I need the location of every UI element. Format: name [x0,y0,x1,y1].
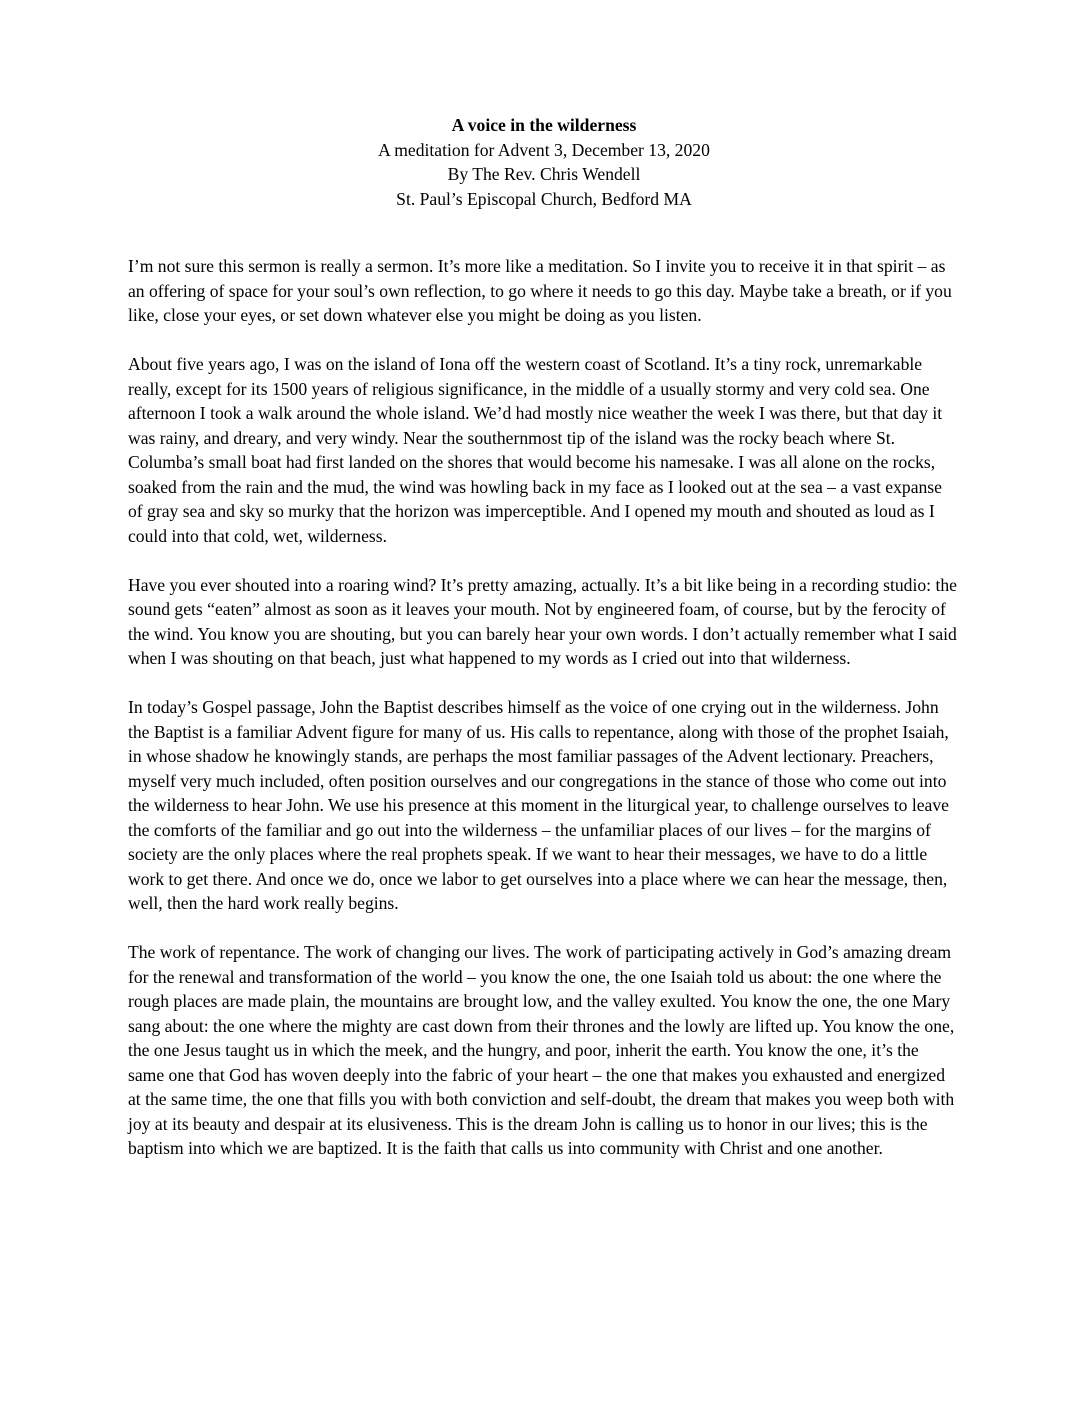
document-title: A voice in the wilderness [451,115,637,135]
document-header [0,113,1088,211]
document-church: St. Paul’s Episcopal Church, Bedford MA [396,188,692,209]
paragraph: Have you ever shouted into a roaring wind? It’s pretty amazing, actually. It’s a bit like being in a recording studio: the sound gets “eaten” almost as soon as it leaves your mouth. Not by engineered foam, of course, but by the ferocity of the wind. You know you are shouting, but you can barely hear your own words. I don’t actually remember what I said when I was shouting on that beach, just what happened to my words as I cried out into that wilderness. [128,574,957,668]
paragraph: I’m not sure this sermon is really a sermon. It’s more like a meditation. So I invite you to receive it in that spirit – as an offering of space for your soul’s own reflection, to go where it needs to go this day. Maybe take a breath, or if you like, close your eyes, or set down whatever else you might be doing as you listen. [128,256,952,325]
paragraph: The work of repentance. The work of changing our lives. The work of participating actively in God’s amazing dream for the renewal and transformation of the world – you know the one, the one Isaiah told us about: the one where the rough places are made plain, the mountains are brought low, and the valley exulted. You know the one, the one Mary sang about: the one where the mighty are cast down from their thrones and the lowly are lifted up. You know the one, the one Jesus taught us in which the meek, and the hungry, and poor, inherit the earth. You know the one, it’s the same one that God has woven deeply into the fabric of your heart – the one that makes you exhausted and energized at the same time, the one that fills you with both conviction and self-doubt, the dream that makes you weep both with joy at its beauty and despair at its elusiveness. This is the dream John is calling us to honor in our lives; this is the baptism into which we are baptized. It is the faith that calls us into community with Christ and one another. [128,942,955,1158]
paragraph: In today’s Gospel passage, John the Baptist describes himself as the voice of one crying out in the wilderness. John the Baptist is a familiar Advent figure for many of us. His calls to repentance, along with those of the prophet Isaiah, in whose shadow he knowingly stands, are perhaps the most familiar passages of the Advent lectionary. Preachers, myself very much included, often position ourselves and our congregations in the stance of those who come out into the wilderness to hear John. We use his presence at this moment in the liturgical year, to challenge ourselves to leave the comforts of the familiar and go out into the wilderness – the unfamiliar places of our lives – for the margins of society are the only places where the real prophets speak. If we want to hear their messages, we have to do a little work to get there. And once we do, once we labor to get ourselves into a place where we can hear the message, then, well, then the hard work really begins. [128,697,949,913]
document-subtitle: A meditation for Advent 3, December 13, 2020 [378,139,710,160]
document-body [128,254,958,1185]
document-author: By The Rev. Chris Wendell [447,164,641,184]
paragraph: About five years ago, I was on the island of Iona off the western coast of Scotland. It’s a tiny rock, unremarkable really, except for its 1500 years of religious significance, in the middle of a usually stormy and very cold sea. One afternoon I took a walk around the whole island. We’d had mostly nice weather the week I was there, but that day it was rainy, and dreary, and very windy. Near the southernmost tip of the island was the rocky beach where St. Columba’s small boat had first landed on the shores that would become his namesake. I was all alone on the rocks, soaked from the rain and the mud, the wind was howling back in my face as I looked out at the sea – a vast expanse of gray sea and sky so murky that the horizon was imperceptible. And I opened my mouth and shouted as loud as I could into that cold, wet, wilderness. [128,354,943,546]
